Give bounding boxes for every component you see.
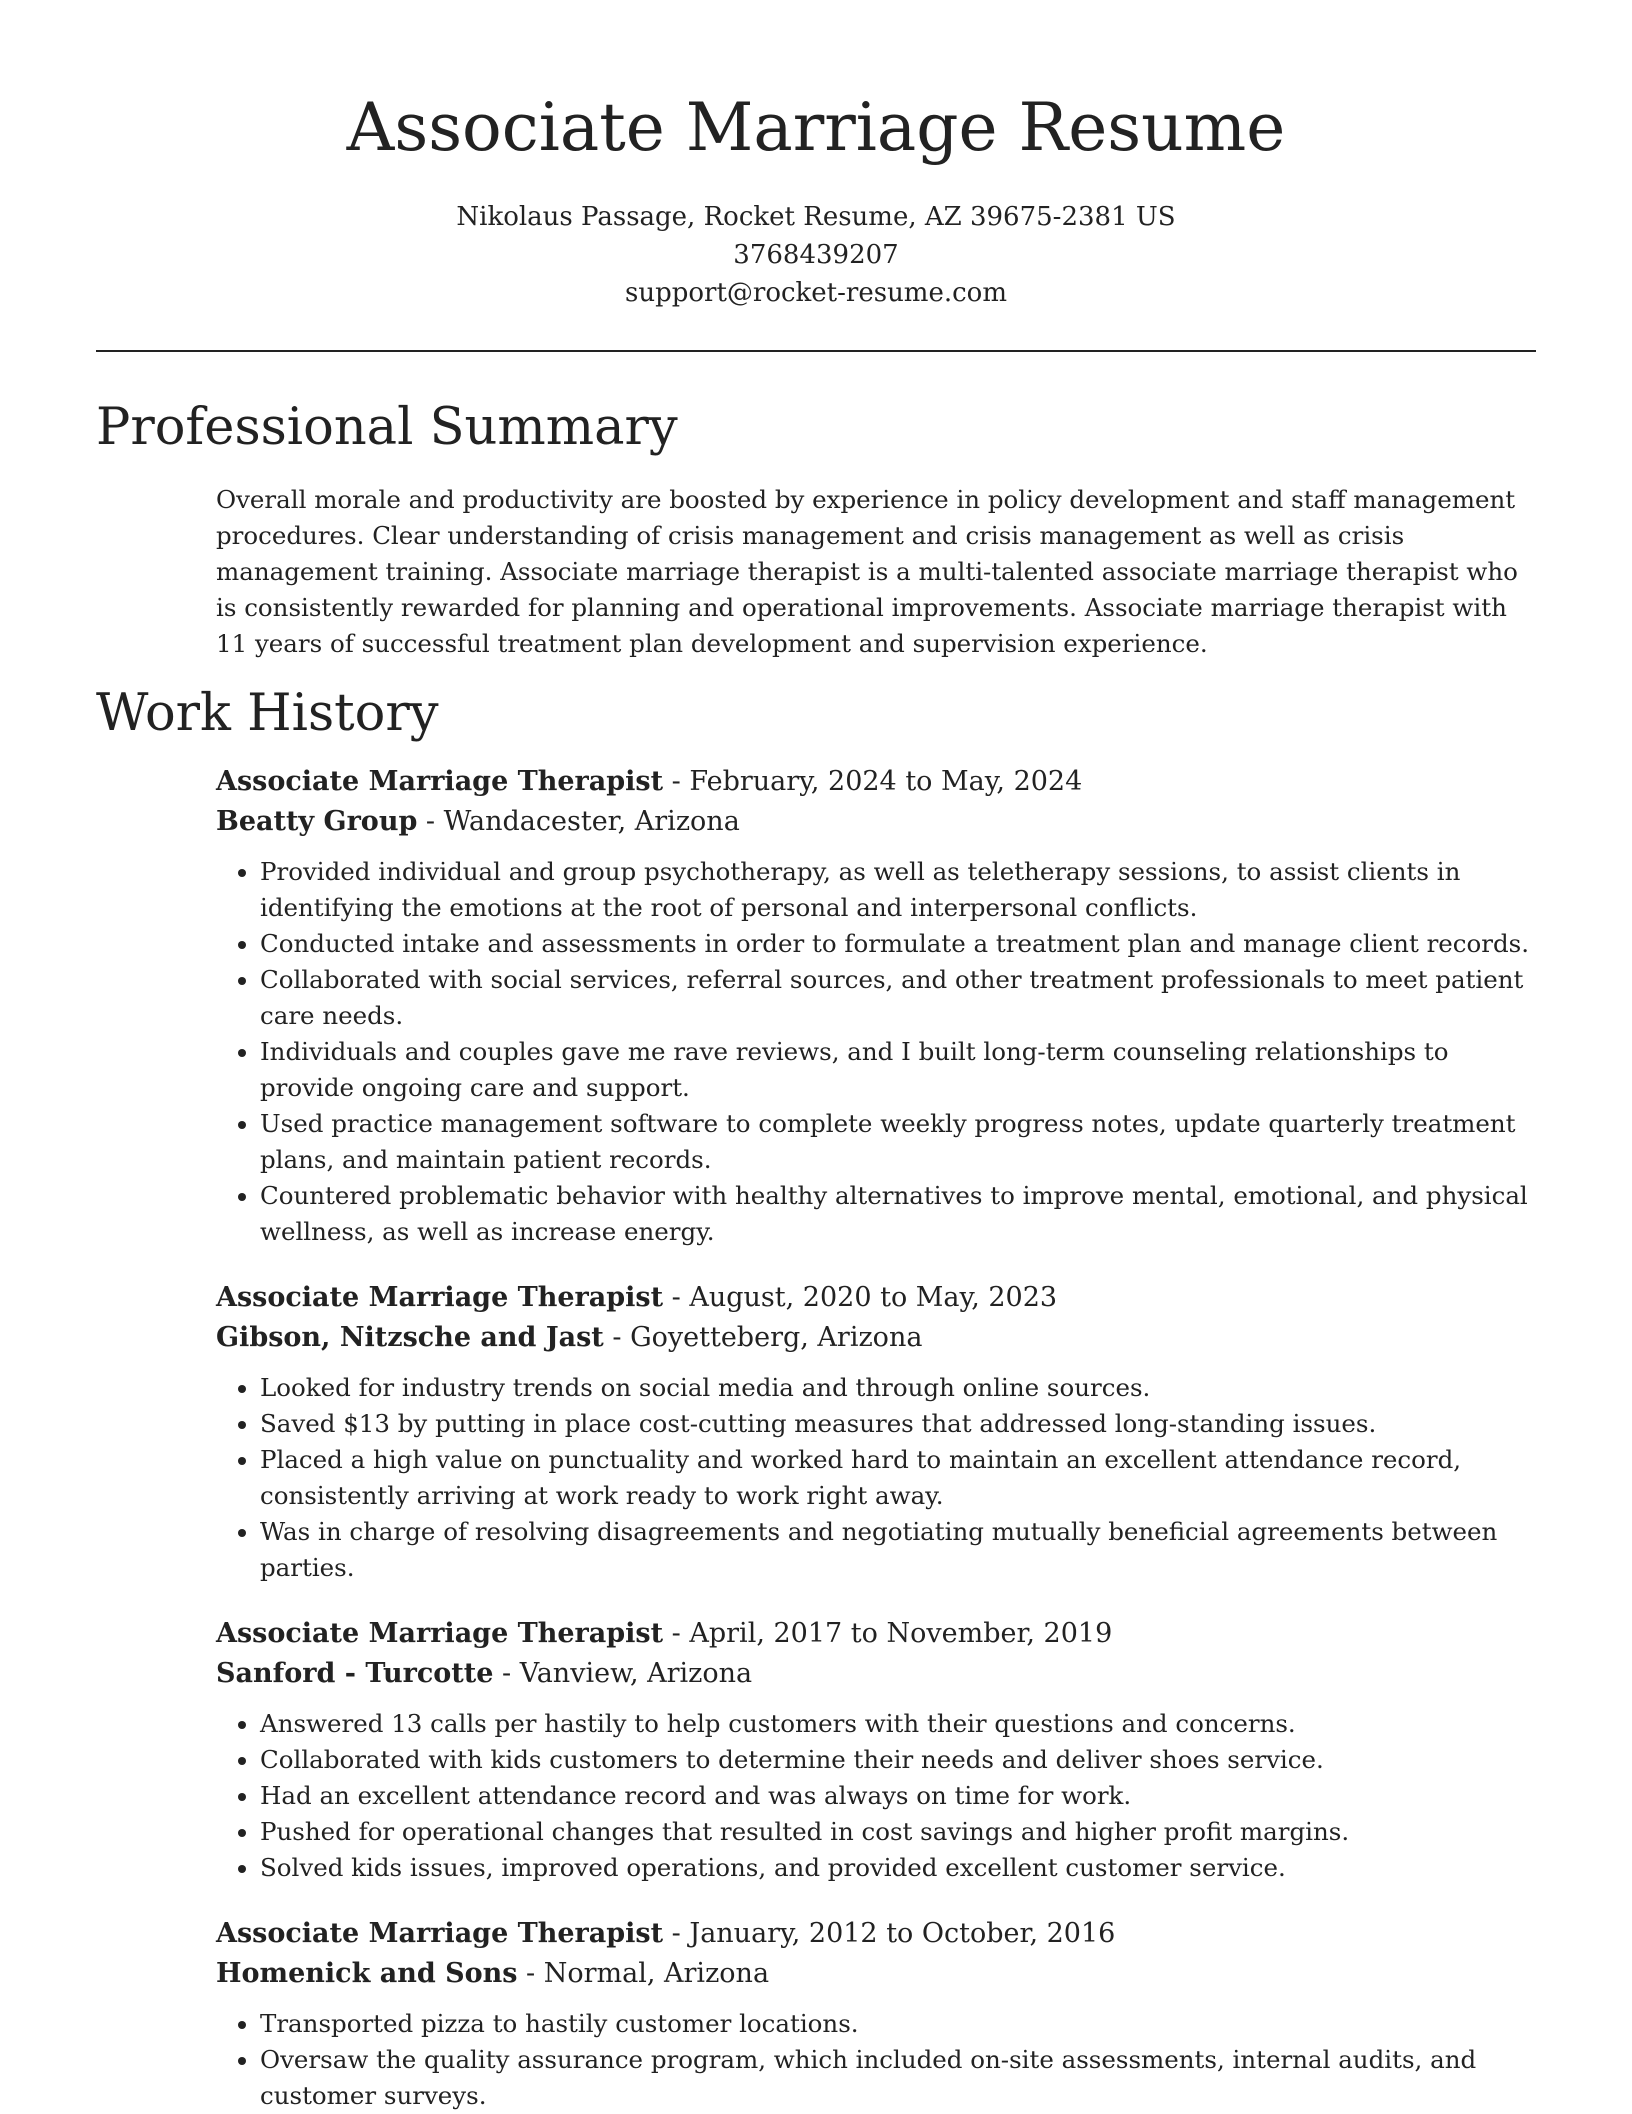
job-dates: - February, 2024 to May, 2024	[663, 766, 1083, 797]
job-location: - Normal, Arizona	[517, 1958, 770, 1989]
job-bullet: • Collaborated with kids customers to determine their needs and deliver shoes service.	[260, 1742, 1536, 1778]
job-bullet: • Was in charge of resolving disagreements and negotiating mutually beneficial agreements between parties.	[260, 1514, 1536, 1586]
address: Nikolaus Passage, Rocket Resume, AZ 39675-2381 US	[456, 202, 1176, 232]
resume-title: Associate Marriage Resume	[346, 89, 1286, 166]
job-entry	[216, 1914, 1536, 2114]
job-company-line	[216, 1954, 1536, 1994]
job-bullets	[216, 1370, 1536, 1586]
job-bullet: • Placed a high value on punctuality and worked hard to maintain an excellent attendance record, consistently arriving at work ready to work right away.	[260, 1442, 1536, 1514]
job-bullet: • Looked for industry trends on social media and through online sources.	[260, 1370, 1536, 1406]
contact-info	[96, 198, 1536, 312]
job-entry	[216, 1614, 1536, 1886]
job-company-line	[216, 1654, 1536, 1694]
job-bullets	[216, 2006, 1536, 2114]
job-company-line	[216, 802, 1536, 842]
header-divider	[96, 350, 1536, 352]
job-bullets	[216, 854, 1536, 1250]
job-company-line	[216, 1318, 1536, 1358]
job-entry	[216, 762, 1536, 1250]
job-bullet: • Had an excellent attendance record and was always on time for work.	[260, 1778, 1536, 1814]
job-location: - Vanview, Arizona	[493, 1658, 753, 1689]
job-title-line	[216, 1278, 1536, 1318]
job-title: Associate Marriage Therapist	[216, 1282, 664, 1313]
job-title: Associate Marriage Therapist	[216, 766, 664, 797]
job-bullet: • Conducted intake and assessments in order to formulate a treatment plan and manage client records.	[260, 926, 1536, 962]
summary-heading: Professional Summary	[96, 398, 678, 457]
job-dates: - January, 2012 to October, 2016	[663, 1918, 1116, 1949]
job-bullet: • Oversaw the quality assurance program, which included on-site assessments, internal audits, and customer surveys.	[260, 2042, 1536, 2114]
email: support@rocket-resume.com	[624, 278, 1007, 308]
job-bullet: • Pushed for operational changes that resulted in cost savings and higher profit margins.	[260, 1814, 1536, 1850]
company-name: Gibson, Nitzsche and Jast	[216, 1322, 604, 1353]
job-bullet: • Saved $13 by putting in place cost-cutting measures that addressed long-standing issues.	[260, 1406, 1536, 1442]
company-name: Beatty Group	[216, 806, 418, 837]
job-entry	[216, 1278, 1536, 1586]
job-bullets	[216, 1706, 1536, 1886]
job-dates: - April, 2017 to November, 2019	[663, 1618, 1113, 1649]
company-name: Homenick and Sons	[216, 1958, 518, 1989]
job-dates: - August, 2020 to May, 2023	[663, 1282, 1058, 1313]
resume-header	[96, 0, 1536, 312]
company-name: Sanford - Turcotte	[216, 1658, 494, 1689]
job-bullet: • Provided individual and group psychotherapy, as well as teletherapy sessions, to assist clients in identifying the emotions at the root of personal and interpersonal conflicts.	[260, 854, 1536, 926]
job-title-line	[216, 1914, 1536, 1954]
job-bullet: • Solved kids issues, improved operations, and provided excellent customer service.	[260, 1850, 1536, 1886]
job-bullet: • Countered problematic behavior with healthy alternatives to improve mental, emotional, and physical wellness, as well as increase energy.	[260, 1178, 1536, 1250]
job-bullet: • Used practice management software to complete weekly progress notes, update quarterly treatment plans, and maintain patient records.	[260, 1106, 1536, 1178]
job-bullet: • Answered 13 calls per hastily to help customers with their questions and concerns.	[260, 1706, 1536, 1742]
phone: 3768439207	[733, 240, 899, 270]
job-location: - Goyetteberg, Arizona	[603, 1322, 923, 1353]
job-bullet: • Transported pizza to hastily customer locations.	[260, 2006, 1536, 2042]
job-title-line	[216, 762, 1536, 802]
work-history-heading: Work History	[96, 684, 439, 743]
job-title: Associate Marriage Therapist	[216, 1918, 664, 1949]
summary-text: Overall morale and productivity are boosted by experience in policy development and staff management procedures. Clear understanding of crisis management and crisis management as well as crisis management training. Associate marriage therapist is a multi-talented associate marriage therapist who is consistently rewarded for planning and operational improvements. Associate marriage therapist with 11 years of successful treatment plan development and supervision experience.	[216, 485, 1518, 658]
job-bullet: • Collaborated with social services, referral sources, and other treatment professionals to meet patient care needs.	[260, 962, 1536, 1034]
job-title: Associate Marriage Therapist	[216, 1618, 664, 1649]
job-title-line	[216, 1614, 1536, 1654]
job-bullet: • Individuals and couples gave me rave reviews, and I built long-term counseling relationships to provide ongoing care and support.	[260, 1034, 1536, 1106]
job-location: - Wandacester, Arizona	[417, 806, 740, 837]
